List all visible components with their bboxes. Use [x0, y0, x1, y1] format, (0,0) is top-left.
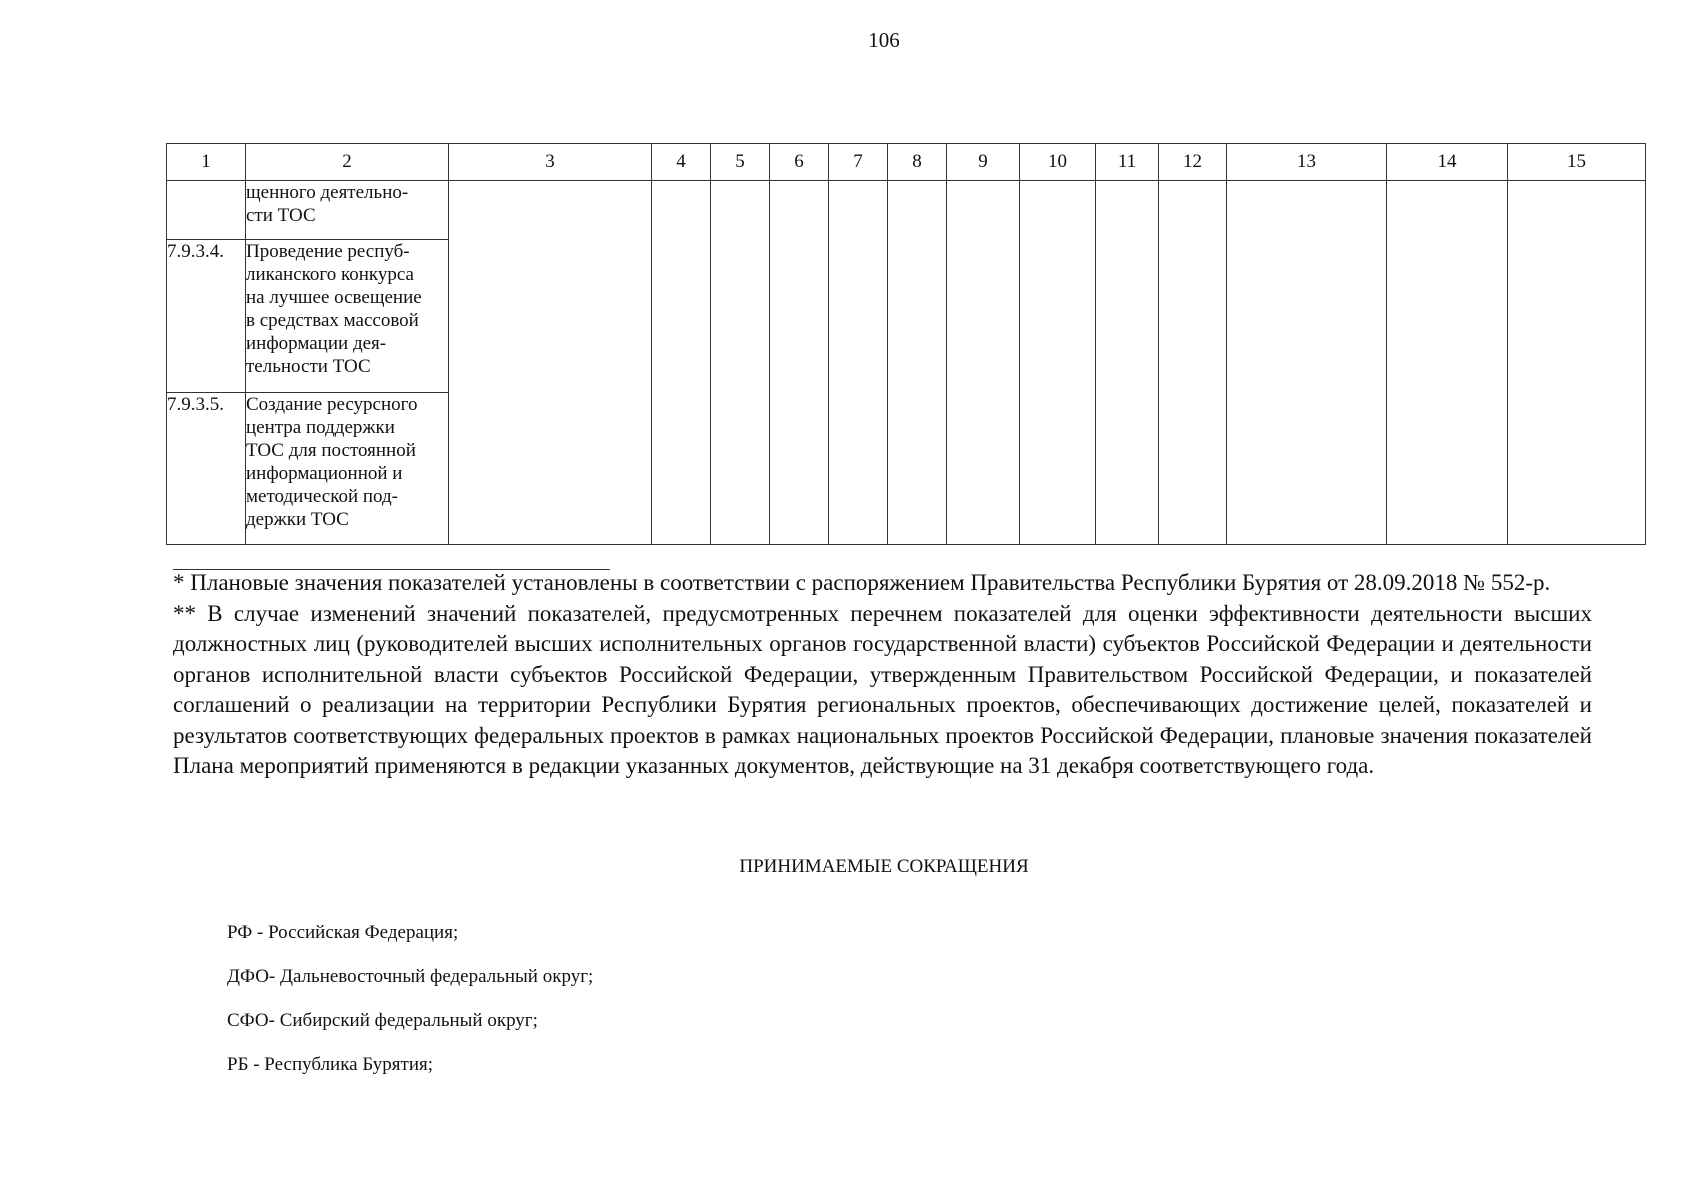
- table-header-row: [167, 144, 1646, 181]
- description-line: ликанского конкурса: [246, 264, 414, 285]
- empty-cell: [888, 181, 947, 545]
- column-header: 5: [711, 144, 770, 181]
- footnotes: [173, 568, 1592, 782]
- column-header: 11: [1096, 144, 1159, 181]
- empty-cell: [770, 181, 829, 545]
- column-header: 6: [770, 144, 829, 181]
- table-row: [167, 181, 1646, 240]
- description-line: информации дея-: [246, 333, 387, 354]
- empty-cell: [947, 181, 1020, 545]
- item-number: 7.9.3.5.: [167, 393, 246, 545]
- item-number: [167, 181, 246, 240]
- empty-cell: [1387, 181, 1508, 545]
- abbreviations-list: [227, 922, 593, 1098]
- column-header: 14: [1387, 144, 1508, 181]
- description-line: на лучшее освещение: [246, 287, 422, 308]
- description-line: тельности ТОС: [246, 356, 371, 377]
- column-header: 1: [167, 144, 246, 181]
- description-line: в средствах массовой: [246, 310, 419, 331]
- column-header: 3: [449, 144, 652, 181]
- item-number: 7.9.3.4.: [167, 240, 246, 393]
- description-line: информационной и: [246, 463, 403, 484]
- description-line: центра поддержки: [246, 417, 395, 438]
- indicators-table: [166, 143, 1646, 545]
- abbreviation-item: РФ - Российская Федерация;: [227, 922, 459, 943]
- item-description: [246, 181, 449, 240]
- description-line: Создание ресурсного: [246, 394, 418, 415]
- column-header: 8: [888, 144, 947, 181]
- abbreviations-title: ПРИНИМАЕМЫЕ СОКРАЩЕНИЯ: [739, 856, 1029, 877]
- description-line: методической под-: [246, 486, 398, 507]
- column-header: 15: [1508, 144, 1646, 181]
- empty-cell: [829, 181, 888, 545]
- column-header: 10: [1020, 144, 1096, 181]
- description-line: Проведение респуб-: [246, 241, 410, 262]
- footnote-2: ** В случае изменений значений показателей, предусмотренных перечнем показателей для оценки эффективности деятельности высших должностных лиц (руководителей высших исполнительных органов государственной власти) субъектов Российской Федерации и деятельности органов исполнительной власти субъектов Российской Федерации, утвержденным Правительством Российской Федерации, и показателей соглашений о реализации на территории Республики Бурятия региональных проектов, обеспечивающих достижение целей, показателей и результатов соответствующих федеральных проектов в рамках национальных проектов Российской Федерации, плановые значения показателей Плана мероприятий применяются в редакции указанных документов, действующие на 31 декабря соответствующего года.: [173, 600, 1592, 778]
- column-header: 12: [1159, 144, 1227, 181]
- empty-cell: [1159, 181, 1227, 545]
- empty-cell: [1508, 181, 1646, 545]
- empty-cell: [652, 181, 711, 545]
- column-header: 4: [652, 144, 711, 181]
- abbreviation-item: СФО- Сибирский федеральный округ;: [227, 1010, 538, 1031]
- column-header: 2: [246, 144, 449, 181]
- page-number: 106: [868, 28, 900, 52]
- empty-cell: [1096, 181, 1159, 545]
- description-line: держки ТОС: [246, 509, 349, 530]
- item-description: [246, 393, 449, 545]
- description-line: сти ТОС: [246, 205, 316, 226]
- empty-cell: [449, 181, 652, 545]
- empty-cell: [1227, 181, 1387, 545]
- column-header: 9: [947, 144, 1020, 181]
- description-line: щенного деятельно-: [246, 182, 409, 203]
- column-header: 13: [1227, 144, 1387, 181]
- abbreviation-item: ДФО- Дальневосточный федеральный округ;: [227, 966, 594, 987]
- abbreviation-item: РБ - Республика Бурятия;: [227, 1054, 434, 1075]
- item-description: [246, 240, 449, 393]
- footnote-1: * Плановые значения показателей установлены в соответствии с распоряжением Правительства Республики Бурятия от 28.09.2018 № 552-р.: [173, 570, 1551, 595]
- empty-cell: [711, 181, 770, 545]
- column-header: 7: [829, 144, 888, 181]
- description-line: ТОС для постоянной: [246, 440, 416, 461]
- empty-cell: [1020, 181, 1096, 545]
